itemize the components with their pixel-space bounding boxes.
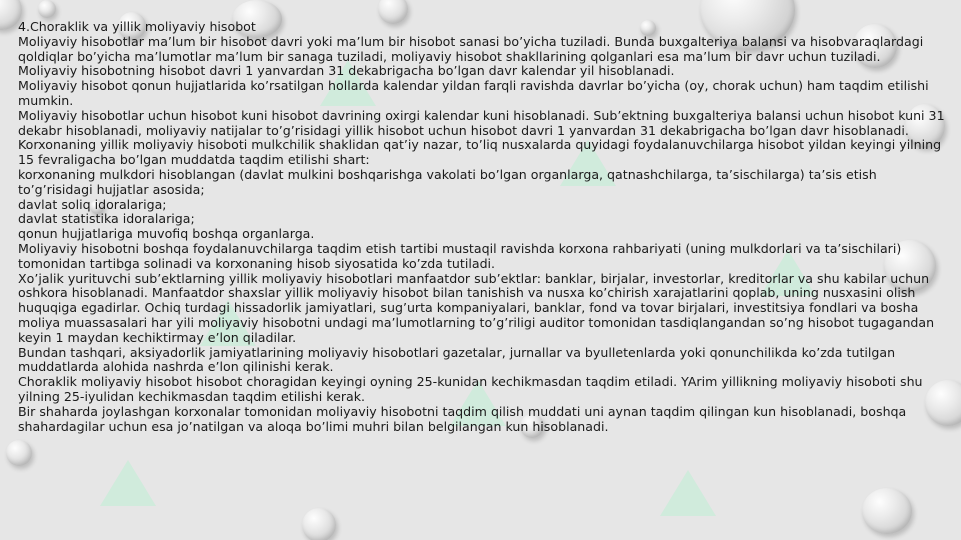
paragraph: Xo’jalik yurituvchi sub’ektlarning yillik moliyaviy hisobotlari manfaatdor sub’ektlar: banklar, birjalar, investorlar, kreditorlar va shu kabilar uchun oshkora hisoblanadi. Manfaatdor shaxslar yillik moliyaviy hisobot bilan tanishish va nusxa ko’chirish xarajatlarini qoplab, uning nusxasini olish huquqiga egadirlar. Ochiq turdagi hissadorlik jamiyatlari, sug’urta kompaniyalari, banklar, fond va tovar birjalari, investitsiya fondlari va bosha moliya muassasalari har yili moliyaviy hisobotni undagi ma’lumotlarning to’g’riligi auditor tomonidan tasdiqlangandan so’ng hisobot tugagandan keyin 1 maydan kechiktirmay e’lon qiladilar.	[18, 270, 935, 345]
water-drop-decoration	[302, 508, 336, 540]
paragraph: Bundan tashqari, aksiyadorlik jamiyatlarining moliyaviy hisobotlari gazetalar, jurnallar va byulletenlarda yoki qonunchilikda ko’zda tutilgan muddatlarda alohida nashrda e’lon qilinishi kerak.	[18, 344, 896, 375]
paragraph: Choraklik moliyaviy hisobot hisobot choragidan keyingi oyning 25-kunidan kechikmasdan taqdim etiladi. YArim yillikning moliyaviy hisoboti shu yilning 25-iyulidan kechikmasdan taqdim etilishi kerak.	[18, 374, 923, 404]
water-drop-decoration	[38, 0, 56, 18]
triangle-decoration	[100, 460, 156, 506]
paragraph: Moliyaviy hisobotlar uchun hisobot kuni hisobot davrining oxirgi kalendar kuni hisoblanadi. Sub’ektning buxgalteriya balansi uchun hisobot kuni 31 dekabr hisoblanadi, moliyaviy natijalar to’g’risidagi yillik hisobot uchun hisobot davri 1 yanvardan 31 dekabrigacha bo’lgan davr hisoblanadi.	[18, 107, 945, 138]
list-item: davlat soliq idoralariga;	[18, 196, 167, 212]
triangle-decoration	[660, 470, 716, 516]
paragraph: Moliyaviy hisobotning hisobot davri 1 yanvardan 31 dekabrigacha bo’lgan davr kalendar yil hisoblanadi.	[18, 63, 675, 79]
water-drop-decoration	[6, 440, 32, 466]
paragraph: Moliyaviy hisobot qonun hujjatlarida ko’rsatilgan hollarda kalendar yildan farqli ravishda davrlar bo’yicha (oy, chorak uchun) ham taqdim etilishi mumkin.	[18, 78, 929, 108]
paragraph: Moliyaviy hisobotni boshqa foydalanuvchilarga taqdim etish tartibi mustaqil ravishda korxona rahbariyati (uning mulkdorlari va ta’sischilari) tomonidan tartibga solinadi va korxonaning hisob siyosatida ko’zda tutiladi.	[18, 240, 902, 271]
paragraph: Moliyaviy hisobotlar ma’lum bir hisobot davri yoki ma’lum bir hisobot sanasi bo’yicha tuziladi. Bunda buxgalteriya balansi va hisobvaraqlardagi qoldiqlar bo’yicha ma’lumotlar ma’lum bir sanaga tuziladi, moliyaviy hisobot shakllarining qolganlari esa ma’lum bir davr uchun tuziladi.	[18, 33, 924, 64]
paragraph: Bir shaharda joylashgan korxonalar tomonidan moliyaviy hisobotni taqdim qilish muddati uni aynan taqdim qilingan kun hisoblanadi, boshqa shahardagilar uchun esa jo’natilgan va aloqa bo’limi muhri bilan belgilangan kun hisoblanadi.	[18, 403, 907, 434]
paragraph: Korxonaning yillik moliyaviy hisoboti mulkchilik shaklidan qat’iy nazar, to’liq nusxalarda quyidagi foydalanuvchilarga hisobot yildan keyingi yilning 15 fevraligacha bo’lgan muddatda taqdim etilishi shart:	[18, 137, 942, 168]
slide-content	[18, 20, 948, 434]
list-item: davlat statistika idoralariga;	[18, 211, 195, 227]
list-item: qonun hujjatlariga muvofiq boshqa organlarga.	[18, 226, 315, 242]
list-item: korxonaning mulkdori hisoblangan (davlat mulkini boshqarishga vakolati bo’lgan organlarga, qatnashchilarga, ta’sischilarga) ta’sis etish to’g’risidagi hujjatlar asosida;	[18, 166, 877, 197]
water-drop-decoration	[862, 488, 912, 534]
slide-title: 4.Choraklik va yillik moliyaviy hisobot	[18, 19, 256, 34]
